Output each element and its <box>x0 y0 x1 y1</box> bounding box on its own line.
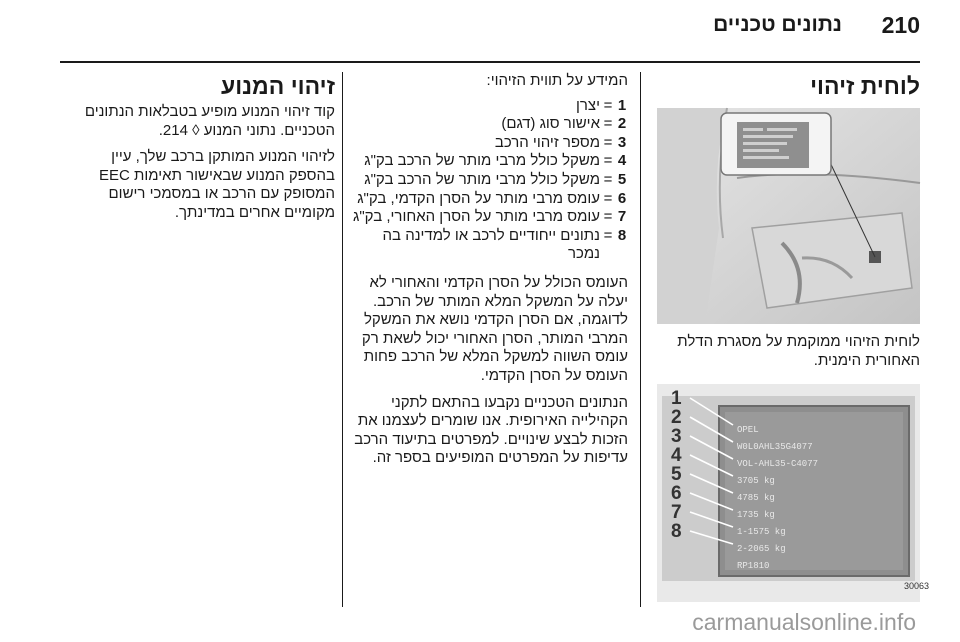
column-divider <box>342 72 343 607</box>
item-number: 3 <box>617 133 627 151</box>
figure-caption: לוחית הזיהוי ממוקמת על מסגרת הדלת האחורית הימנית. <box>677 333 920 369</box>
running-header-title: נתונים טכניים <box>713 13 842 36</box>
item-text: משקל כולל מרבי מותר של הרכב בק"ג <box>364 170 600 188</box>
callout-number: 8 <box>671 521 682 543</box>
item-number: 2 <box>617 115 627 133</box>
axle-load-paragraph: העומס הכולל על הסרן הקדמי והאחורי לא יעלה על המשקל המלא המותר של הרכב. לדוגמה, אם הסרן הקדמי נושא את המשקל המרבי המותר, הסרן האחורי יכול לשאת רק עומס השווה למשקל המלא של הרכב פחות העומס על הסרן הקדמי. <box>361 273 628 384</box>
equals-sign: = <box>603 208 613 226</box>
list-item <box>352 115 628 134</box>
plate-information-section <box>352 72 628 476</box>
figure-number: 30063 <box>904 581 930 592</box>
identification-plate-section <box>655 72 930 602</box>
plate-text-line: OPEL <box>737 425 759 436</box>
item-number: 5 <box>617 170 627 188</box>
callout-number: 3 <box>671 426 682 448</box>
item-number: 8 <box>617 226 627 244</box>
callout-number: 1 <box>671 388 682 410</box>
door-frame-illustration <box>657 108 920 324</box>
plate-text-line: VOL-AHL35-C4077 <box>737 459 819 470</box>
equals-sign: = <box>603 189 613 207</box>
page-number: 210 <box>881 12 920 38</box>
list-intro: המידע על תווית הזיהוי: <box>486 72 628 89</box>
item-number: 1 <box>617 96 627 114</box>
list-item <box>352 152 628 171</box>
header-rule <box>60 61 920 63</box>
list-item <box>352 208 628 227</box>
plate-text-line: RP1810 <box>737 561 770 572</box>
item-text: משקל כולל מרבי מותר של הרכב בק"ג <box>364 152 600 170</box>
plate-text-line: W0L0AHL35G4077 <box>737 442 813 453</box>
list-item <box>352 171 628 190</box>
list-item <box>352 227 628 264</box>
callout-number: 6 <box>671 483 682 505</box>
equals-sign: = <box>603 133 613 151</box>
plate-text-line: 4785 kg <box>737 493 775 504</box>
equals-sign: = <box>603 152 613 170</box>
identification-plate-illustration <box>657 384 930 602</box>
list-item <box>352 97 628 116</box>
column-divider <box>640 72 641 607</box>
list-item <box>352 134 628 153</box>
equals-sign: = <box>603 96 613 114</box>
item-text: עומס מרבי מותר על הסרן הקדמי, בק"ג <box>357 189 600 207</box>
plate-info-list <box>352 97 628 264</box>
plate-text-line: 1-1575 kg <box>737 527 786 538</box>
plate-text-line: 2-2065 kg <box>737 544 786 555</box>
item-text: נתונים ייחודיים לרכב או למדינה בה נמכר <box>382 226 600 263</box>
item-text: יצרן <box>576 96 600 114</box>
section-heading: לוחית זיהוי <box>810 73 920 99</box>
item-number: 6 <box>617 189 627 207</box>
engine-identification-section <box>65 72 335 231</box>
callout-number: 5 <box>671 464 682 486</box>
engine-code-paragraph: קוד זיהוי המנוע מופיע בטבלאות הנתונים הטכניים. נתוני המנוע ◊ 214. <box>84 103 335 139</box>
plate-text-line: 3705 kg <box>737 476 775 487</box>
equals-sign: = <box>603 115 613 133</box>
engine-output-paragraph: לזיהוי המנוע המותקן ברכב שלך, עיין בהספק המנוע שבאישור תאימות EEC המסופק עם הרכב או במסמכי רישום מקומיים אחרים במדינתך. <box>99 148 335 221</box>
watermark-text: carmanualsonline.info <box>692 609 916 635</box>
callout-number: 7 <box>671 502 682 524</box>
equals-sign: = <box>603 226 613 244</box>
item-number: 7 <box>617 208 627 226</box>
item-text: עומס מרבי מותר על הסרן האחורי, בק"ג <box>353 208 600 226</box>
plate-text-line: 1735 kg <box>737 510 775 521</box>
item-text: אישור סוג (דגם) <box>501 115 600 133</box>
equals-sign: = <box>603 170 613 188</box>
standards-paragraph: הנתונים הטכניים נקבעו בהתאם לתקני הקהילייה האירופית. אנו שומרים לעצמנו את הזכות לבצע שינויים. למפרטים בתיעוד הרכב עדיפות על המפרטים המופיעים בספר זה. <box>354 393 628 467</box>
section-heading: זיהוי המנוע <box>220 73 335 99</box>
callout-number: 2 <box>671 407 682 429</box>
list-item <box>352 190 628 209</box>
item-text: מספר זיהוי הרכב <box>494 133 600 151</box>
item-number: 4 <box>617 152 627 170</box>
callout-number: 4 <box>671 445 682 467</box>
